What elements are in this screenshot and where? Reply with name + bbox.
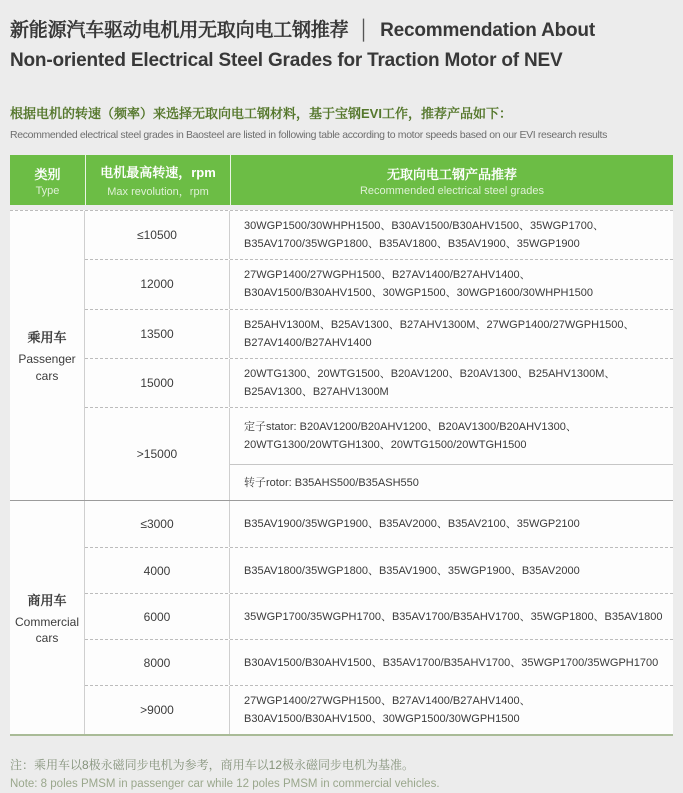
grades-text: 27WGP1400/27WGPH1500、B27AV1400/B27AHV1400、B30AV1500/B30AHV1500、30WGP1500、30WGP1600/30WHPH1500 bbox=[244, 269, 593, 300]
table-row bbox=[85, 211, 673, 259]
table-row bbox=[85, 593, 673, 639]
header-type-zh: 类别 bbox=[34, 166, 61, 182]
table-row bbox=[85, 501, 673, 547]
grades-value bbox=[230, 310, 673, 358]
grades-value bbox=[230, 211, 673, 259]
footnote-english: Note: 8 poles PMSM in passenger car while 12 poles PMSM in commercial vehicles. bbox=[10, 778, 440, 791]
grades-split-cell bbox=[230, 408, 673, 500]
category-commercial-zh: 商用车 bbox=[27, 592, 67, 608]
rpm-value: ≤3000 bbox=[85, 501, 230, 547]
table-row-split bbox=[85, 407, 673, 500]
grades-text: 30WGP1500/30WHPH1500、B30AV1500/B30AHV1500、35WGP1700、B35AV1700/35WGP1800、B35AV1800、B35AV1900、35WGP1900 bbox=[244, 220, 604, 251]
recommendation-table bbox=[10, 155, 673, 736]
subtitle-english: Recommended electrical steel grades in Baosteel are listed in following table according to motor speeds based on our EVI research results bbox=[10, 129, 607, 141]
table-row bbox=[85, 358, 673, 407]
section-passenger-cars bbox=[10, 211, 673, 500]
commercial-rows bbox=[85, 501, 673, 734]
rpm-value: 12000 bbox=[85, 260, 230, 308]
stator-grades bbox=[230, 408, 673, 464]
title-en-line1: Recommendation About bbox=[380, 20, 595, 41]
category-passenger-en: Passenger cars bbox=[18, 352, 76, 383]
header-rpm-en: Max revolution，rpm bbox=[107, 185, 209, 198]
header-grades-zh: 无取向电工钢产品推荐 bbox=[386, 166, 517, 182]
rpm-value: 4000 bbox=[85, 548, 230, 593]
grades-value bbox=[230, 359, 673, 407]
table-row bbox=[85, 259, 673, 308]
table-row bbox=[85, 309, 673, 358]
table-body bbox=[10, 210, 673, 736]
category-commercial-en: Commercial cars bbox=[14, 614, 79, 645]
section-commercial-cars bbox=[10, 500, 673, 734]
grades-text: B25AHV1300M、B25AV1300、B27AHV1300M、27WGP1400/27WGPH1500、B27AV1400/B27AHV1400 bbox=[244, 318, 635, 349]
grades-value bbox=[230, 260, 673, 308]
grades-value bbox=[230, 640, 673, 685]
page-title bbox=[10, 16, 673, 76]
rpm-value: 13500 bbox=[85, 310, 230, 358]
grades-value bbox=[230, 501, 673, 547]
title-line-2: Non-oriented Electrical Steel Grades for Traction Motor of NEV bbox=[10, 50, 563, 71]
rpm-value: >15000 bbox=[85, 408, 230, 500]
grades-value bbox=[230, 594, 673, 639]
rpm-value: 8000 bbox=[85, 640, 230, 685]
category-cell-passenger bbox=[10, 211, 85, 500]
header-cell-rpm bbox=[85, 155, 230, 205]
subtitle-chinese: 根据电机的转速（频率）来选择无取向电工钢材料，基于宝钢EVI工作，推荐产品如下： bbox=[10, 106, 512, 121]
table-header-row bbox=[10, 155, 673, 205]
category-cell-commercial bbox=[10, 501, 85, 734]
grades-text: B35AV1900/35WGP1900、B35AV2000、B35AV2100、35WGP2100 bbox=[244, 518, 580, 531]
grades-text: 定子stator: B20AV1200/B20AHV1200、B20AV1300/B20AHV1300、20WTG1300/20WTGH1300、20WTG1500/20WTGH1500 bbox=[244, 420, 577, 452]
header-cell-grades bbox=[230, 155, 673, 205]
rpm-value: 6000 bbox=[85, 594, 230, 639]
table-row bbox=[85, 547, 673, 593]
passenger-rows bbox=[85, 211, 673, 500]
grades-text: 35WGP1700/35WGPH1700、B35AV1700/B35AHV1700、35WGP1800、B35AV1800 bbox=[244, 610, 663, 623]
header-type-en: Type bbox=[35, 184, 60, 197]
title-zh: 新能源汽车驱动电机用无取向电工钢推荐 bbox=[10, 20, 349, 41]
header-cell-type bbox=[10, 155, 85, 205]
table-row bbox=[85, 685, 673, 734]
header-rpm-zh: 电机最高转速，rpm bbox=[100, 164, 216, 180]
rpm-value: ≤10500 bbox=[85, 211, 230, 259]
grades-value bbox=[230, 686, 673, 734]
header-grades-en: Recommended electrical steel grades bbox=[359, 184, 545, 197]
grades-text: 转子rotor: B35AHS500/B35ASH550 bbox=[244, 476, 419, 489]
footnote-chinese: 注：乘用车以8极永磁同步电机为参考，商用车以12极永磁同步电机为基准。 bbox=[10, 758, 415, 773]
table-row bbox=[85, 639, 673, 685]
grades-text: B35AV1800/35WGP1800、B35AV1900、35WGP1900、B35AV2000 bbox=[244, 564, 580, 577]
rotor-grades bbox=[230, 464, 673, 500]
rpm-value: 15000 bbox=[85, 359, 230, 407]
grades-text: 27WGP1400/27WGPH1500、B27AV1400/B27AHV1400、B30AV1500/B30AHV1500、30WGP1500/30WGPH1500 bbox=[244, 695, 531, 726]
grades-text: 20WTG1300、20WTG1500、B20AV1200、B20AV1300、B25AHV1300M、B25AV1300、B27AHV1300M bbox=[244, 367, 616, 398]
category-passenger-zh: 乘用车 bbox=[27, 330, 67, 346]
grades-text: B30AV1500/B30AHV1500、B35AV1700/B35AHV1700、35WGP1700/35WGPH1700 bbox=[244, 656, 659, 669]
rpm-value: >9000 bbox=[85, 686, 230, 734]
title-line-1 bbox=[10, 16, 673, 46]
title-separator: │ bbox=[358, 20, 371, 41]
grades-value bbox=[230, 548, 673, 593]
